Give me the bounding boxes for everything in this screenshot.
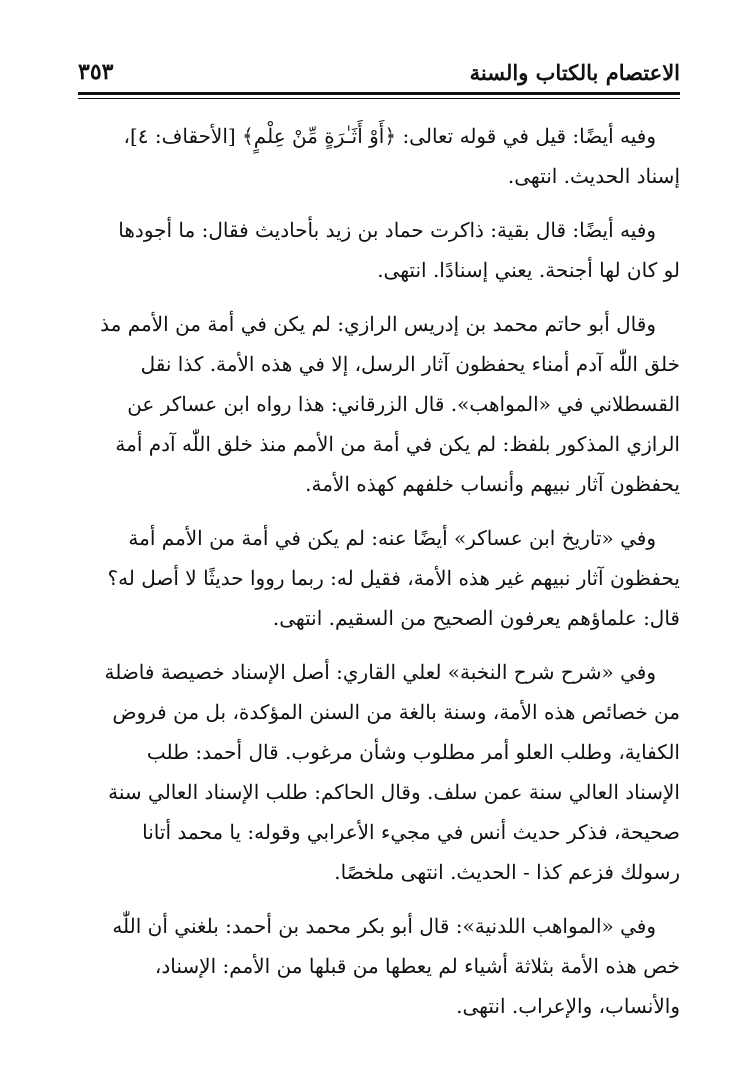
- paragraph-4: [78, 518, 680, 638]
- text-line: صحيحة، فذكر حديث أنس في مجيء الأعرابي وقوله: يا محمد أتانا: [142, 820, 680, 844]
- page-header: [78, 58, 680, 86]
- text-line: وفي «تاريخ ابن عساكر» أيضًا عنه: لم يكن في أمة من الأمم أمة: [128, 526, 656, 550]
- text-line: والأنساب، والإعراب. انتهى.: [456, 994, 680, 1018]
- paragraph-1: [78, 116, 680, 196]
- text-line: الرازي المذكور بلفظ: لم يكن في أمة من الأمم منذ خلق اللّٰه آدم أمة: [115, 432, 680, 456]
- text-line: وفي «المواهب اللدنية»: قال أبو بكر محمد بن أحمد: بلغني أن اللّٰه: [112, 914, 656, 938]
- text-line: إسناد الحديث. انتهى.: [507, 164, 680, 188]
- text-line: قال: علماؤهم يعرفون الصحيح من السقيم. انتهى.: [272, 606, 680, 630]
- text-line: خص هذه الأمة بثلاثة أشياء لم يعطها من قبلها من الأمم: الإسناد،: [154, 954, 680, 978]
- text-line: وفي «شرح شرح النخبة» لعلي القاري: أصل الإسناد خصيصة فاضلة: [104, 660, 656, 684]
- text-line: الإسناد العالي سنة عمن سلف. وقال الحاكم: طلب الإسناد العالي سنة: [108, 780, 680, 804]
- text-line: يحفظون آثار نبيهم وأنساب خلفهم كهذه الأمة.: [305, 472, 680, 496]
- header-rule-thick: [78, 92, 680, 95]
- text-line: الكفاية، وطلب العلو أمر مطلوب وشأن مرغوب. قال أحمد: طلب: [146, 740, 680, 764]
- page-body: [78, 116, 680, 1040]
- text-line: من خصائص هذه الأمة، وسنة بالغة من السنن المؤكدة، بل من فروض: [112, 700, 680, 724]
- text-line: يحفظون آثار نبيهم غير هذه الأمة، فقيل له: ربما رووا حديثًا لا أصل له؟: [107, 566, 680, 590]
- text-line: وفيه أيضًا: قال بقية: ذاكرت حماد بن زيد بأحاديث فقال: ما أجودها: [118, 218, 656, 242]
- header-rule-thin: [78, 98, 680, 99]
- page-number: ٣٥٣: [78, 59, 114, 85]
- text-line: وقال أبو حاتم محمد بن إدريس الرازي: لم يكن في أمة من الأمم مذ: [100, 312, 656, 336]
- text-line: خلق اللّٰه آدم أمناء يحفظون آثار الرسل، إلا في هذه الأمة. كذا نقل: [140, 352, 680, 376]
- running-title: الاعتصام بالكتاب والسنة: [469, 59, 680, 85]
- paragraph-6: [78, 906, 680, 1026]
- paragraph-5: [78, 652, 680, 892]
- text-line: وفيه أيضًا: قيل في قوله تعالى: ﴿أَوْ أَثَـٰرَةٍ مِّنْ عِلْمٍ﴾ [الأحقاف: ٤]،: [123, 124, 656, 148]
- text-line: رسولك فزعم كذا - الحديث. انتهى ملخصًا.: [334, 860, 680, 884]
- text-line: لو كان لها أجنحة. يعني إسنادًا. انتهى.: [377, 258, 680, 282]
- paragraph-3: [78, 304, 680, 504]
- text-line: القسطلاني في «المواهب». قال الزرقاني: هذا رواه ابن عساكر عن: [127, 392, 680, 416]
- paragraph-2: [78, 210, 680, 290]
